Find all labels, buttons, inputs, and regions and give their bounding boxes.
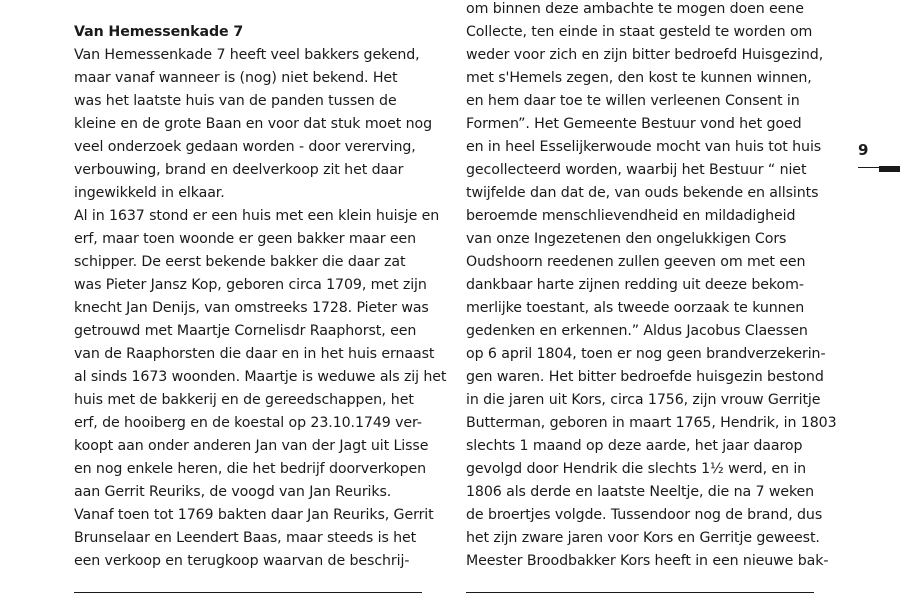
right-text-line: twijfelde dan dat de, van ouds bekende en allsints xyxy=(466,185,819,201)
right-text-line: en in heel Esselijkerwoude mocht van huis tot huis xyxy=(466,139,822,155)
left-text-line: Al in 1637 stond er een huis met een klein huisje en xyxy=(74,208,440,224)
right-text-line: gecollecteerd worden, waarbij het Bestuur “ niet xyxy=(466,162,807,178)
left-text-line: Brunselaar en Leendert Baas, maar steeds is het xyxy=(74,530,417,546)
right-footer-rule xyxy=(466,592,814,593)
left-text-line: Vanaf toen tot 1769 bakten daar Jan Reuriks, Gerrit xyxy=(74,507,434,523)
left-text-line: Van Hemessenkade 7 heeft veel bakkers gekend, xyxy=(74,47,420,63)
left-text-line: van de Raaphorsten die daar en in het huis ernaast xyxy=(74,346,435,362)
left-text-line: kleine en de grote Baan en voor dat stuk moet nog xyxy=(74,116,433,132)
left-text-line: schipper. De eerst bekende bakker die daar zat xyxy=(74,254,406,270)
left-footer-rule xyxy=(74,592,422,593)
left-text-line: verbouwing, brand en deelverkoop zit het daar xyxy=(74,162,404,178)
right-text-line: Oudshoorn reedenen zullen geeven om met een xyxy=(466,254,806,270)
left-text-line: was Pieter Jansz Kop, geboren circa 1709, met zijn xyxy=(74,277,427,293)
right-text-line: met s'Hemels zegen, den kost te kunnen winnen, xyxy=(466,70,812,86)
left-text-line: ingewikkeld in elkaar. xyxy=(74,185,225,201)
right-text-line: gedenken en erkennen.” Aldus Jacobus Claessen xyxy=(466,323,808,339)
left-text-line: veel onderzoek gedaan worden - door vererving, xyxy=(74,139,416,155)
right-text-line: slechts 1 maand op deze aarde, het jaar daarop xyxy=(466,438,803,454)
right-text-line: Formen”. Het Gemeente Bestuur vond het goed xyxy=(466,116,802,132)
page-tab-bar xyxy=(879,166,900,172)
right-text-line: van onze Ingezetenen den ongelukkigen Cors xyxy=(466,231,787,247)
right-text-line: weder voor zich en zijn bitter bedroefd Huisgezind, xyxy=(466,47,824,63)
left-text-line: was het laatste huis van de panden tussen de xyxy=(74,93,397,109)
left-text-line: erf, de hooiberg en de koestal op 23.10.1749 ver- xyxy=(74,415,422,431)
left-text-line: al sinds 1673 woonden. Maartje is weduwe als zij het xyxy=(74,369,447,385)
right-text-line: in die jaren uit Kors, circa 1756, zijn vrouw Gerritje xyxy=(466,392,821,408)
left-text-line: aan Gerrit Reuriks, de voogd van Jan Reuriks. xyxy=(74,484,392,500)
right-text-line: merlijke toestant, als tweede oorzaak te kunnen xyxy=(466,300,805,316)
right-text-line: gevolgd door Hendrik die slechts 1½ werd, en in xyxy=(466,461,807,477)
left-text-line: getrouwd met Maartje Cornelisdr Raaphorst, een xyxy=(74,323,417,339)
right-text-line: Meester Broodbakker Kors heeft in een nieuwe bak- xyxy=(466,553,829,569)
right-text-line: om binnen deze ambachte te mogen doen eene xyxy=(466,1,804,17)
right-text-line: Butterman, geboren in maart 1765, Hendrik, in 1803 xyxy=(466,415,837,431)
right-text-line: Collecte, ten einde in staat gesteld te worden om xyxy=(466,24,813,40)
left-text-line: maar vanaf wanneer is (nog) niet bekend. Het xyxy=(74,70,398,86)
page-number: 9 xyxy=(858,141,869,159)
right-text-line: 1806 als derde en laatste Neeltje, die na 7 weken xyxy=(466,484,815,500)
left-text-line: een verkoop en terugkoop waarvan de beschrij- xyxy=(74,553,410,569)
left-text-line: huis met de bakkerij en de gereedschappen, het xyxy=(74,392,414,408)
right-text-line: en hem daar toe te willen verleenen Consent in xyxy=(466,93,800,109)
right-text-line: op 6 april 1804, toen er nog geen brandverzekerin- xyxy=(466,346,826,362)
right-text-line: de broertjes volgde. Tussendoor nog de brand, dus xyxy=(466,507,823,523)
left-text-line: knecht Jan Denijs, van omstreeks 1728. Pieter was xyxy=(74,300,429,316)
left-text-line: koopt aan onder anderen Jan van der Jagt uit Lisse xyxy=(74,438,429,454)
right-text-line: dankbaar harte zijnen redding uit deeze bekom- xyxy=(466,277,804,293)
section-heading: Van Hemessenkade 7 xyxy=(74,24,244,40)
right-text-line: gen waren. Het bitter bedroefde huisgezin bestond xyxy=(466,369,824,385)
left-text-line: erf, maar toen woonde er geen bakker maar een xyxy=(74,231,417,247)
right-text-line: beroemde menschlievendheid en mildadigheid xyxy=(466,208,796,224)
right-text-line: het zijn zware jaren voor Kors en Gerritje geweest. xyxy=(466,530,820,546)
left-text-line: en nog enkele heren, die het bedrijf doorverkopen xyxy=(74,461,427,477)
